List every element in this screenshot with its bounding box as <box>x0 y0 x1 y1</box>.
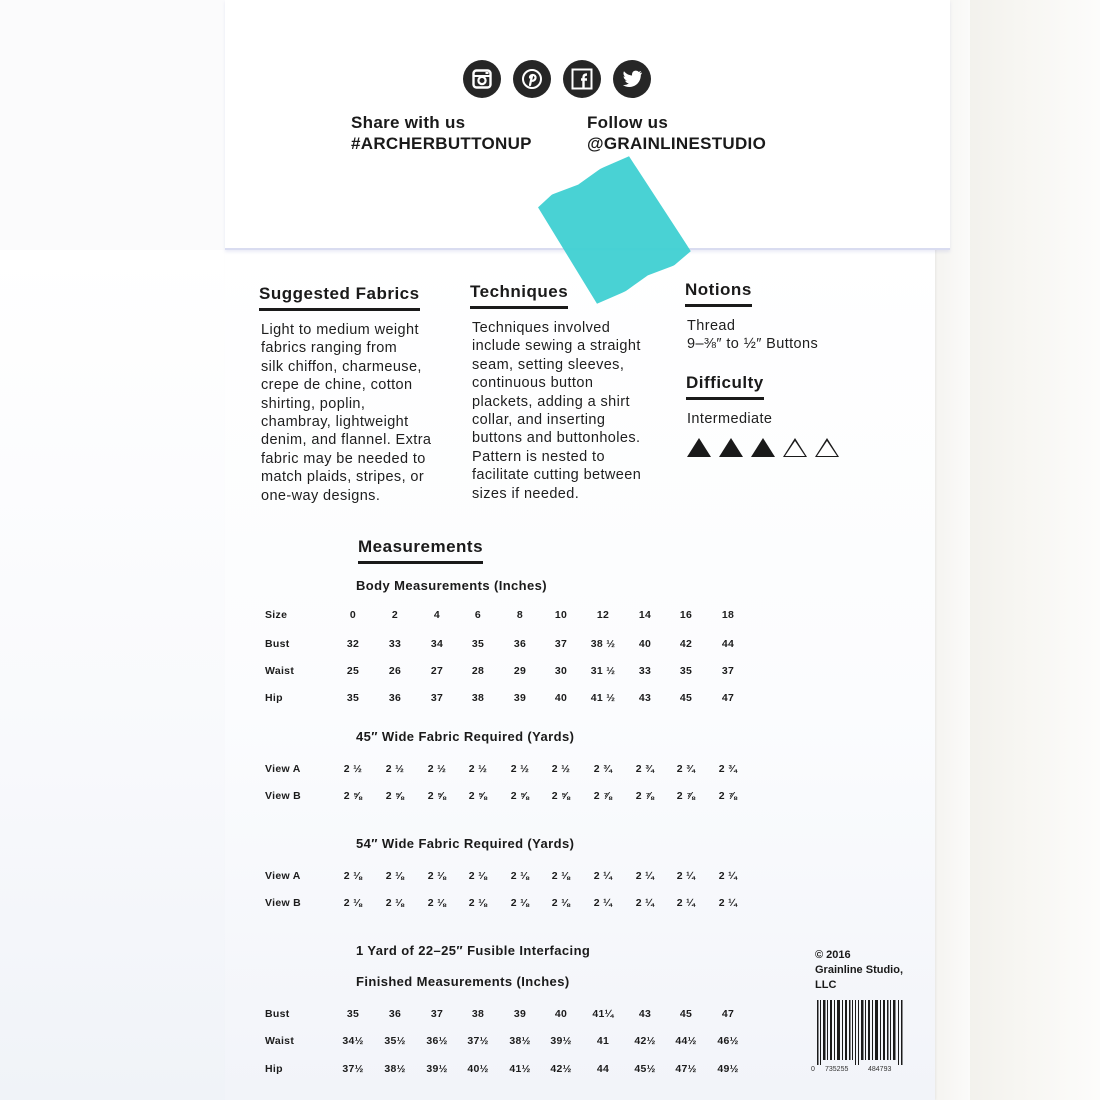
pinterest-icon[interactable] <box>513 60 551 98</box>
table-cell: 2 ½ <box>510 763 530 775</box>
table-cell: 42 <box>679 638 693 650</box>
table-cell: 2 ⅛ <box>343 897 363 909</box>
table-cell: 49½ <box>717 1063 739 1075</box>
table-cell: 26 <box>388 665 402 677</box>
text-line: one-way designs. <box>261 487 381 504</box>
table-cell: 47½ <box>675 1063 697 1075</box>
table-cell: 45 <box>679 1008 693 1020</box>
table-cell: 35 <box>679 665 693 677</box>
table-cell: 39½ <box>550 1035 572 1047</box>
table-cell: 37 <box>721 665 735 677</box>
table-cell: 36 <box>513 638 527 650</box>
table-cell: 38½ <box>384 1063 406 1075</box>
row-label: View B <box>265 897 302 909</box>
table-cell: 40 <box>554 692 568 704</box>
row-label: Waist <box>265 1035 295 1047</box>
text-line: 9–⅜″ to ½″ Buttons <box>687 336 819 353</box>
fabric-45-title: 45″ Wide Fabric Required (Yards) <box>356 729 575 744</box>
barcode <box>815 1000 905 1065</box>
social-icons <box>463 60 651 98</box>
body-measurements-title: Body Measurements (Inches) <box>356 578 548 593</box>
table-cell: 4 <box>433 609 441 621</box>
table-cell: 44½ <box>675 1035 697 1047</box>
table-cell: 38 ½ <box>590 638 616 650</box>
text-line: sizes if needed. <box>472 485 580 502</box>
text-line: Pattern is nested to <box>472 448 605 465</box>
table-cell: 2 ⅛ <box>427 870 447 882</box>
table-cell: 2 ¾ <box>676 763 696 775</box>
table-cell: 2 ⅛ <box>510 870 530 882</box>
table-cell: 44 <box>596 1063 610 1075</box>
measurements-heading: Measurements <box>358 537 483 564</box>
table-cell: 37½ <box>467 1035 489 1047</box>
notions-text <box>687 317 818 354</box>
barcode-lead-digit: 0 <box>811 1066 815 1073</box>
text-line: collar, and inserting <box>472 412 606 429</box>
table-cell: 2 ⅛ <box>468 897 488 909</box>
table-cell: 43 <box>638 1008 652 1020</box>
table-cell: 2 ⅞ <box>718 790 738 802</box>
text-line: crepe de chine, cotton <box>261 377 413 394</box>
follow-block <box>587 112 766 154</box>
text-line: buttons and buttonholes. <box>472 430 641 447</box>
table-cell: 33 <box>388 638 402 650</box>
table-cell: 41 <box>596 1035 610 1047</box>
facebook-icon[interactable] <box>563 60 601 98</box>
table-cell: 2 ⅞ <box>593 790 613 802</box>
techniques-heading: Techniques <box>470 282 568 309</box>
table-cell: 29 <box>513 665 527 677</box>
text-line: Light to medium weight <box>261 322 419 338</box>
table-cell: 16 <box>679 609 693 621</box>
table-cell: 2 ⅛ <box>385 897 405 909</box>
row-label: Waist <box>265 665 295 677</box>
empty-triangle-icon <box>783 438 807 457</box>
table-cell: 32 <box>346 638 360 650</box>
table-cell: 35 <box>471 638 485 650</box>
follow-handle[interactable]: @GRAINLINESTUDIO <box>587 134 767 153</box>
table-cell: 2 ¼ <box>676 870 696 882</box>
twitter-icon[interactable] <box>613 60 651 98</box>
share-title: Share with us <box>351 113 466 132</box>
instagram-icon[interactable] <box>463 60 501 98</box>
table-cell: 2 ¾ <box>593 763 613 775</box>
table-cell: 35½ <box>384 1035 406 1047</box>
text-line: Thread <box>687 318 736 334</box>
table-cell: 2 ¾ <box>718 763 738 775</box>
table-cell: 36 <box>388 1008 402 1020</box>
table-cell: 2 ½ <box>343 763 363 775</box>
text-line: shirting, poplin, <box>261 395 366 412</box>
table-cell: 2 ¼ <box>718 870 738 882</box>
table-cell: 45½ <box>634 1063 656 1075</box>
row-label: Bust <box>265 1008 290 1020</box>
table-cell: 2 ½ <box>385 763 405 775</box>
table-cell: 10 <box>554 609 568 621</box>
table-cell: 2 ⅝ <box>510 790 530 802</box>
table-cell: 47 <box>721 692 735 704</box>
background-surface <box>965 0 1100 1100</box>
table-cell: 2 ⅛ <box>510 897 530 909</box>
text-line: seam, setting sleeves, <box>472 356 625 373</box>
table-cell: 40½ <box>467 1063 489 1075</box>
copyright-company: Grainline Studio, <box>815 964 904 976</box>
table-cell: 37½ <box>342 1063 364 1075</box>
table-cell: 43 <box>638 692 652 704</box>
text-line: chambray, lightweight <box>261 414 409 431</box>
table-cell: 34½ <box>342 1035 364 1047</box>
table-cell: 37 <box>554 638 568 650</box>
text-line: continuous button <box>472 375 594 392</box>
text-line: plackets, adding a shirt <box>472 393 630 410</box>
table-cell: 12 <box>596 609 610 621</box>
text-line: denim, and flannel. Extra <box>261 432 432 449</box>
table-cell: 2 ⅛ <box>551 870 571 882</box>
follow-title: Follow us <box>587 113 669 132</box>
table-cell: 38 <box>471 692 485 704</box>
table-cell: 2 <box>391 609 399 621</box>
table-cell: 46½ <box>717 1035 739 1047</box>
text-line: include sewing a straight <box>472 338 641 355</box>
table-cell: 39 <box>513 1008 527 1020</box>
table-cell: 41½ <box>509 1063 531 1075</box>
table-cell: 35 <box>346 692 360 704</box>
row-label: View A <box>265 763 301 775</box>
table-cell: 47 <box>721 1008 735 1020</box>
table-cell: 8 <box>516 609 524 621</box>
table-cell: 31 ½ <box>590 665 616 677</box>
table-cell: 2 ¼ <box>593 897 613 909</box>
table-cell: 39½ <box>426 1063 448 1075</box>
table-cell: 35 <box>346 1008 360 1020</box>
table-cell: 42½ <box>550 1063 572 1075</box>
table-cell: 2 ⅛ <box>343 870 363 882</box>
copyright-year: © 2016 <box>815 949 851 961</box>
table-cell: 37 <box>430 692 444 704</box>
background-surface-left <box>0 250 225 1100</box>
table-cell: 30 <box>554 665 568 677</box>
table-cell: 34 <box>430 638 444 650</box>
text-line: match plaids, stripes, or <box>261 469 425 486</box>
table-cell: 28 <box>471 665 485 677</box>
text-line: fabric may be needed to <box>261 450 426 467</box>
table-cell: 2 ⅛ <box>427 897 447 909</box>
filled-triangle-icon <box>751 438 775 457</box>
text-line: Techniques involved <box>472 320 611 336</box>
table-cell: 2 ½ <box>427 763 447 775</box>
techniques-text <box>472 319 641 503</box>
share-hashtag[interactable]: #ARCHERBUTTONUP <box>351 134 532 153</box>
table-cell: 2 ⅝ <box>468 790 488 802</box>
table-cell: 2 ⅝ <box>427 790 447 802</box>
table-cell: 2 ¼ <box>635 897 655 909</box>
row-label: Hip <box>265 692 283 704</box>
fabric-54-title: 54″ Wide Fabric Required (Yards) <box>356 836 575 851</box>
table-cell: 45 <box>679 692 693 704</box>
row-label: View B <box>265 790 302 802</box>
table-cell: 6 <box>474 609 482 621</box>
interfacing-note: 1 Yard of 22–25″ Fusible Interfacing <box>356 943 591 958</box>
table-cell: 2 ½ <box>468 763 488 775</box>
copyright <box>815 948 903 993</box>
row-label: View A <box>265 870 301 882</box>
table-cell: 41¼ <box>592 1008 614 1020</box>
table-cell: 38½ <box>509 1035 531 1047</box>
table-cell: 2 ⅝ <box>551 790 571 802</box>
table-cell: 2 ½ <box>551 763 571 775</box>
share-block <box>351 112 532 154</box>
table-cell: 2 ⅞ <box>635 790 655 802</box>
table-cell: 36 <box>388 692 402 704</box>
empty-triangle-icon <box>815 438 839 457</box>
text-line: facilitate cutting between <box>472 467 642 484</box>
table-cell: 42½ <box>634 1035 656 1047</box>
table-cell: 2 ⅞ <box>676 790 696 802</box>
filled-triangle-icon <box>719 438 743 457</box>
table-cell: 2 ¼ <box>718 897 738 909</box>
difficulty-level: Intermediate <box>687 411 773 427</box>
text-line: fabrics ranging from <box>261 340 398 357</box>
table-cell: 44 <box>721 638 735 650</box>
table-cell: 25 <box>346 665 360 677</box>
row-label: Hip <box>265 1063 283 1075</box>
table-cell: 41 ½ <box>590 692 616 704</box>
suggested-fabrics-heading: Suggested Fabrics <box>259 284 420 311</box>
finished-measurements-title: Finished Measurements (Inches) <box>356 974 570 989</box>
table-cell: 40 <box>554 1008 568 1020</box>
table-cell: 33 <box>638 665 652 677</box>
table-cell: 0 <box>349 609 357 621</box>
suggested-fabrics-text <box>261 321 431 505</box>
table-cell: 2 ¼ <box>635 870 655 882</box>
table-cell: 2 ⅝ <box>385 790 405 802</box>
difficulty-heading: Difficulty <box>686 373 764 400</box>
table-cell: 2 ⅛ <box>551 897 571 909</box>
text-line: silk chiffon, charmeuse, <box>261 358 422 375</box>
copyright-suffix: LLC <box>815 979 837 991</box>
barcode-right-digits: 484793 <box>868 1066 892 1073</box>
table-cell: 2 ¼ <box>593 870 613 882</box>
table-cell: 2 ¾ <box>635 763 655 775</box>
row-label: Bust <box>265 638 290 650</box>
table-cell: 38 <box>471 1008 485 1020</box>
table-cell: 27 <box>430 665 444 677</box>
table-cell: 37 <box>430 1008 444 1020</box>
table-cell: 36½ <box>426 1035 448 1047</box>
table-cell: 2 ⅛ <box>385 870 405 882</box>
table-cell: 2 ⅝ <box>343 790 363 802</box>
barcode-left-digits: 735255 <box>825 1066 849 1073</box>
row-label: Size <box>265 609 288 621</box>
table-cell: 40 <box>638 638 652 650</box>
table-cell: 39 <box>513 692 527 704</box>
difficulty-rating <box>687 438 839 457</box>
table-cell: 18 <box>721 609 735 621</box>
notions-heading: Notions <box>685 280 752 307</box>
table-cell: 2 ¼ <box>676 897 696 909</box>
table-cell: 14 <box>638 609 652 621</box>
filled-triangle-icon <box>687 438 711 457</box>
table-cell: 2 ⅛ <box>468 870 488 882</box>
